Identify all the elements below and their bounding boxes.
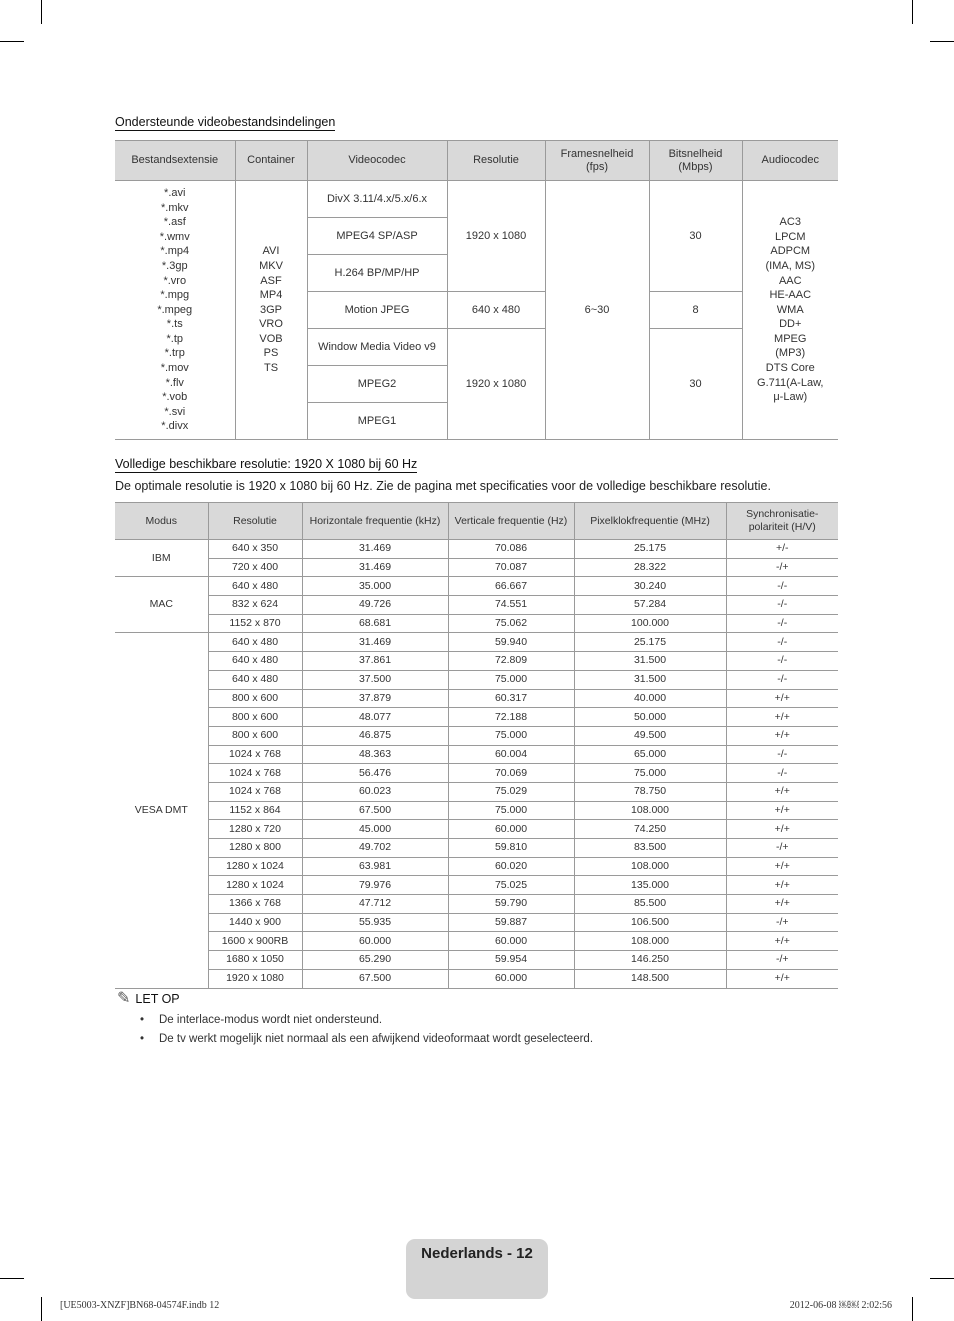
crop-mark	[930, 1278, 954, 1279]
table-row	[115, 596, 838, 615]
h-freq-cell: 37.500	[302, 670, 448, 689]
extension: *.avi	[164, 186, 186, 199]
audio-codec: DD+	[779, 318, 802, 331]
v-freq-cell: 60.000	[448, 820, 574, 839]
extension: *.tp	[166, 332, 183, 345]
container: MKV	[259, 259, 283, 272]
extension: *.flv	[165, 376, 184, 389]
container: AVI	[262, 245, 280, 258]
table-row	[115, 801, 838, 820]
h-freq-cell: 46.875	[302, 726, 448, 745]
codec-cell: H.264 BP/MP/HP	[307, 255, 447, 292]
container: TS	[263, 362, 279, 375]
v-freq-cell: 75.025	[448, 876, 574, 895]
h-freq-cell: 63.981	[302, 857, 448, 876]
containers-cell	[235, 181, 307, 440]
mode-cell: IBM	[115, 540, 208, 577]
resolution-cell: 640 x 480	[208, 577, 302, 596]
table-row	[115, 913, 838, 932]
pencil-icon: ✎	[117, 990, 131, 1007]
v-freq-cell: 75.000	[448, 670, 574, 689]
extension: *.mov	[160, 362, 189, 375]
h-freq-cell: 67.500	[302, 969, 448, 988]
h-freq-cell: 35.000	[302, 577, 448, 596]
polarity-cell: -/-	[726, 764, 838, 783]
polarity-cell: +/+	[726, 857, 838, 876]
polarity-cell: +/-	[726, 540, 838, 559]
v-freq-cell: 75.000	[448, 726, 574, 745]
v-freq-cell: 59.887	[448, 913, 574, 932]
h-freq-cell: 60.023	[302, 782, 448, 801]
v-freq-cell: 59.940	[448, 633, 574, 652]
table-row	[115, 782, 838, 801]
v-freq-cell: 60.000	[448, 969, 574, 988]
resolution-cell: 832 x 624	[208, 596, 302, 615]
pixel-clock-cell: 65.000	[574, 745, 726, 764]
v-freq-cell: 72.188	[448, 708, 574, 727]
h-freq-cell: 49.726	[302, 596, 448, 615]
extensions-cell	[115, 181, 235, 440]
resolution-cell: 1152 x 870	[208, 614, 302, 633]
pixel-clock-cell: 106.500	[574, 913, 726, 932]
extension: *.svi	[164, 405, 186, 418]
codec-cell: MPEG1	[307, 403, 447, 440]
crop-mark	[0, 1278, 24, 1279]
crop-mark	[0, 41, 24, 42]
pixel-clock-cell: 31.500	[574, 652, 726, 671]
table-row	[115, 857, 838, 876]
resolution-cell: 1024 x 768	[208, 764, 302, 783]
h-freq-cell: 68.681	[302, 614, 448, 633]
header-container: Container	[235, 141, 307, 181]
v-freq-cell: 60.020	[448, 857, 574, 876]
v-freq-cell: 59.954	[448, 951, 574, 970]
codec-cell: MPEG2	[307, 366, 447, 403]
container: VOB	[259, 332, 283, 345]
resolution-cell: 1366 x 768	[208, 895, 302, 914]
resolution-cell: 640 x 480	[208, 670, 302, 689]
pixel-clock-cell: 83.500	[574, 839, 726, 858]
polarity-cell: -/-	[726, 596, 838, 615]
resolution-cell: 640 x 350	[208, 540, 302, 559]
bitrate-cell: 30	[649, 181, 742, 292]
h-freq-cell: 55.935	[302, 913, 448, 932]
resolution-cell: 1920 x 1080	[447, 181, 545, 292]
bitrate-cell: 8	[649, 292, 742, 329]
resolution-cell: 1920 x 1080	[208, 969, 302, 988]
polarity-cell: +/+	[726, 895, 838, 914]
header-pixelklokfrequentie: Pixelklokfrequentie (MHz)	[574, 503, 726, 540]
pixel-clock-cell: 74.250	[574, 820, 726, 839]
resolution-cell: 1920 x 1080	[447, 329, 545, 440]
resolution-cell: 800 x 600	[208, 708, 302, 727]
table-row	[115, 652, 838, 671]
footer-timestamp: 2012-06-08 ￼￼ 2:02:56	[789, 1300, 892, 1311]
pixel-clock-cell: 75.000	[574, 764, 726, 783]
crop-mark	[41, 0, 42, 24]
h-freq-cell: 60.000	[302, 932, 448, 951]
pixel-clock-cell: 28.322	[574, 558, 726, 577]
table-row	[115, 633, 838, 652]
note-heading	[117, 991, 180, 1007]
section-title-video-formats: Ondersteunde videobestandsindelingen	[115, 115, 336, 129]
audio-codec: HE-AAC	[769, 289, 812, 302]
pixel-clock-cell: 30.240	[574, 577, 726, 596]
table-row	[115, 614, 838, 633]
resolution-cell: 800 x 600	[208, 689, 302, 708]
h-freq-cell: 31.469	[302, 540, 448, 559]
mode-cell: VESA DMT	[115, 633, 208, 988]
v-freq-cell: 60.004	[448, 745, 574, 764]
polarity-cell: -/+	[726, 913, 838, 932]
crop-mark	[41, 1297, 42, 1321]
polarity-cell: -/-	[726, 614, 838, 633]
audio-codec: AAC	[778, 274, 802, 287]
container: ASF	[260, 274, 282, 287]
polarity-cell: -/+	[726, 951, 838, 970]
note-title: LET OP	[135, 992, 180, 1006]
header-resolutie: Resolutie	[208, 503, 302, 540]
pixel-clock-cell: 108.000	[574, 801, 726, 820]
page-number-label: Nederlands - 12	[421, 1245, 533, 1262]
h-freq-cell: 31.469	[302, 633, 448, 652]
resolution-cell: 720 x 400	[208, 558, 302, 577]
note-list	[140, 1011, 593, 1049]
polarity-cell: -/+	[726, 558, 838, 577]
audio-codec: LPCM	[774, 230, 806, 243]
table-row	[115, 764, 838, 783]
codec-cell: DivX 3.11/4.x/5.x/6.x	[307, 181, 447, 218]
audio-codec: MPEG	[774, 332, 807, 345]
table-row	[115, 969, 838, 988]
polarity-cell: +/+	[726, 932, 838, 951]
header-modus: Modus	[115, 503, 208, 540]
extension: *.vob	[162, 391, 188, 404]
table-row	[115, 876, 838, 895]
h-freq-cell: 45.000	[302, 820, 448, 839]
audio-codecs-cell	[742, 181, 838, 440]
header-videocodec: Videocodec	[307, 141, 447, 181]
pixel-clock-cell: 135.000	[574, 876, 726, 895]
table-row	[115, 932, 838, 951]
codec-cell: Window Media Video v9	[307, 329, 447, 366]
bitrate-cell: 30	[649, 329, 742, 440]
resolution-cell: 1280 x 1024	[208, 857, 302, 876]
h-freq-cell: 48.363	[302, 745, 448, 764]
table-row	[115, 745, 838, 764]
v-freq-cell: 75.062	[448, 614, 574, 633]
polarity-cell: -/+	[726, 839, 838, 858]
extension: *.vro	[163, 274, 187, 287]
list-item: • De interlace-modus wordt niet ondersteund.	[140, 1011, 593, 1030]
header-bitsnelheid: Bitsnelheid (Mbps)	[649, 141, 742, 181]
v-freq-cell: 70.069	[448, 764, 574, 783]
h-freq-cell: 79.976	[302, 876, 448, 895]
v-freq-cell: 72.809	[448, 652, 574, 671]
polarity-cell: -/-	[726, 633, 838, 652]
h-freq-cell: 31.469	[302, 558, 448, 577]
pixel-clock-cell: 40.000	[574, 689, 726, 708]
resolution-cell: 1280 x 800	[208, 839, 302, 858]
v-freq-cell: 59.810	[448, 839, 574, 858]
polarity-cell: -/-	[726, 577, 838, 596]
pixel-clock-cell: 57.284	[574, 596, 726, 615]
audio-codec: ADPCM	[770, 245, 811, 258]
resolution-cell: 640 x 480	[208, 652, 302, 671]
list-item: • De tv werkt mogelijk niet normaal als een afwijkend videoformaat wordt geselecteerd.	[140, 1030, 593, 1049]
extension: *.mkv	[161, 201, 189, 214]
codec-cell: Motion JPEG	[307, 292, 447, 329]
header-resolutie: Resolutie	[447, 141, 545, 181]
pixel-clock-cell: 108.000	[574, 857, 726, 876]
mode-cell: MAC	[115, 577, 208, 633]
pixel-clock-cell: 78.750	[574, 782, 726, 801]
header-horizontale-frequentie: Horizontale frequentie (kHz)	[302, 503, 448, 540]
v-freq-cell: 60.317	[448, 689, 574, 708]
v-freq-cell: 59.790	[448, 895, 574, 914]
extension: *.divx	[161, 420, 189, 433]
resolution-cell: 1280 x 1024	[208, 876, 302, 895]
table-row	[115, 895, 838, 914]
pixel-clock-cell: 31.500	[574, 670, 726, 689]
resolution-cell: 1680 x 1050	[208, 951, 302, 970]
table-row	[115, 820, 838, 839]
container: 3GP	[259, 303, 282, 316]
v-freq-cell: 75.029	[448, 782, 574, 801]
resolution-cell: 1600 x 900RB	[208, 932, 302, 951]
h-freq-cell: 67.500	[302, 801, 448, 820]
polarity-cell: +/+	[726, 689, 838, 708]
polarity-cell: +/+	[726, 726, 838, 745]
h-freq-cell: 47.712	[302, 895, 448, 914]
footer-file-info: [UE5003-XNZF]BN68-04574F.indb 12	[60, 1300, 220, 1311]
section-title-resolution: Volledige beschikbare resolutie: 1920 X 1080 bij 60 Hz	[115, 457, 418, 471]
table-row	[115, 577, 838, 596]
container: VRO	[259, 318, 283, 331]
video-formats-table	[115, 140, 838, 440]
table-header-row	[115, 503, 838, 540]
audio-codec: G.711(A-Law,	[757, 376, 824, 389]
pixel-clock-cell: 108.000	[574, 932, 726, 951]
v-freq-cell: 74.551	[448, 596, 574, 615]
resolution-table-body	[115, 540, 838, 989]
crop-mark	[930, 41, 954, 42]
polarity-cell: -/-	[726, 745, 838, 764]
crop-mark	[912, 1297, 913, 1321]
table-header-row	[115, 141, 838, 181]
header-verticale-frequentie: Verticale frequentie (Hz)	[448, 503, 574, 540]
table-row	[115, 558, 838, 577]
header-bestandsextensie: Bestandsextensie	[115, 141, 235, 181]
table-row	[115, 951, 838, 970]
polarity-cell: +/+	[726, 708, 838, 727]
table-row	[115, 670, 838, 689]
header-framesnelheid: Framesnelheid (fps)	[545, 141, 649, 181]
h-freq-cell: 37.861	[302, 652, 448, 671]
audio-codec: (MP3)	[775, 347, 806, 360]
fps-cell: 6~30	[545, 181, 649, 440]
pixel-clock-cell: 100.000	[574, 614, 726, 633]
audio-codec: AC3	[779, 216, 801, 229]
resolution-cell: 640 x 480	[208, 633, 302, 652]
extension: *.wmv	[159, 230, 190, 243]
table-row	[115, 689, 838, 708]
extension: *.mpg	[160, 289, 190, 302]
container: PS	[263, 347, 279, 360]
pixel-clock-cell: 25.175	[574, 540, 726, 559]
v-freq-cell: 66.667	[448, 577, 574, 596]
polarity-cell: -/-	[726, 652, 838, 671]
extension: *.3gp	[161, 259, 188, 272]
h-freq-cell: 37.879	[302, 689, 448, 708]
resolution-description: De optimale resolutie is 1920 x 1080 bij 60 Hz. Zie de pagina met specificaties voor de volledige beschikbare resolutie.	[115, 479, 771, 493]
polarity-cell: +/+	[726, 782, 838, 801]
table-row	[115, 181, 838, 218]
crop-mark	[912, 0, 913, 24]
header-synchronisatie-polariteit: Synchronisatie-polariteit (H/V)	[726, 503, 838, 540]
resolution-cell: 1024 x 768	[208, 782, 302, 801]
extension: *.ts	[166, 318, 183, 331]
table-row	[115, 839, 838, 858]
table-row	[115, 726, 838, 745]
pixel-clock-cell: 146.250	[574, 951, 726, 970]
resolution-cell: 1280 x 720	[208, 820, 302, 839]
h-freq-cell: 48.077	[302, 708, 448, 727]
h-freq-cell: 56.476	[302, 764, 448, 783]
v-freq-cell: 75.000	[448, 801, 574, 820]
v-freq-cell: 70.087	[448, 558, 574, 577]
extension: *.mpeg	[157, 303, 193, 316]
h-freq-cell: 49.702	[302, 839, 448, 858]
audio-codec: (IMA, MS)	[765, 259, 815, 272]
pixel-clock-cell: 50.000	[574, 708, 726, 727]
resolution-cell: 1152 x 864	[208, 801, 302, 820]
resolution-cell: 640 x 480	[447, 292, 545, 329]
codec-cell: MPEG4 SP/ASP	[307, 218, 447, 255]
resolution-table	[115, 502, 838, 989]
h-freq-cell: 65.290	[302, 951, 448, 970]
pixel-clock-cell: 148.500	[574, 969, 726, 988]
pixel-clock-cell: 85.500	[574, 895, 726, 914]
v-freq-cell: 70.086	[448, 540, 574, 559]
table-row	[115, 540, 838, 559]
polarity-cell: +/+	[726, 820, 838, 839]
pixel-clock-cell: 49.500	[574, 726, 726, 745]
audio-codec: WMA	[776, 303, 804, 316]
audio-codec: DTS Core	[765, 362, 815, 375]
pixel-clock-cell: 25.175	[574, 633, 726, 652]
polarity-cell: -/-	[726, 670, 838, 689]
polarity-cell: +/+	[726, 876, 838, 895]
resolution-cell: 1440 x 900	[208, 913, 302, 932]
resolution-cell: 1024 x 768	[208, 745, 302, 764]
extension: *.trp	[164, 347, 185, 360]
extension: *.mp4	[160, 245, 190, 258]
v-freq-cell: 60.000	[448, 932, 574, 951]
header-audiocodec: Audiocodec	[742, 141, 838, 181]
table-row	[115, 708, 838, 727]
resolution-cell: 800 x 600	[208, 726, 302, 745]
polarity-cell: +/+	[726, 969, 838, 988]
extension: *.asf	[163, 216, 186, 229]
audio-codec: μ-Law)	[773, 391, 808, 404]
polarity-cell: +/+	[726, 801, 838, 820]
container: MP4	[259, 289, 283, 302]
